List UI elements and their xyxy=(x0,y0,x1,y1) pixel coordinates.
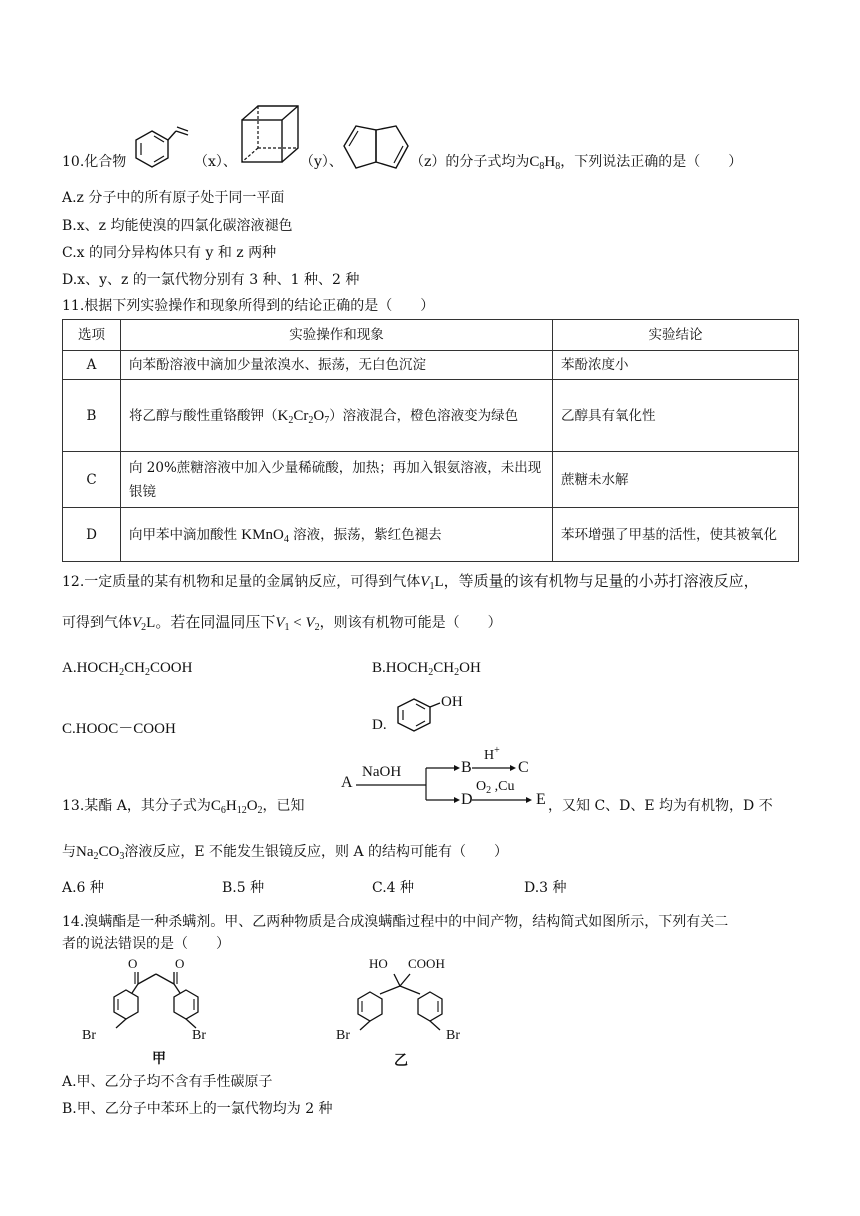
q12-line2: 可得到气体$V_2L$。若在同温同压下$V_1 < V_2$，则该有机物可能是（ ） xyxy=(62,615,502,633)
yi-cooh-label: COOH xyxy=(408,956,445,971)
q13-stem-a: 13.某酯 A，其分子式为$C_6H_{12}O_2$，已知 xyxy=(62,798,305,816)
row-operation: 将乙醇与酸性重铬酸钾$(K_2Cr_2O_7)$溶液混合，橙色溶液变为绿色 xyxy=(121,380,553,452)
pentalene-structure xyxy=(340,124,412,170)
formula-kmno4: KMnO$_4$ xyxy=(241,526,289,545)
yi-br1-label: Br xyxy=(336,1028,350,1043)
q12-inequality: $V_1 < V_2$ xyxy=(275,615,320,633)
q12-option-b: $B.HOCH_2CH_2OH$ xyxy=(372,660,481,678)
table-row xyxy=(63,380,799,452)
header-operation: 实验操作和现象 xyxy=(121,320,553,351)
yi-br2-label: Br xyxy=(446,1028,460,1043)
q12-option-c: C.HOOC－COOH xyxy=(62,721,176,737)
row-operation: 向甲苯中滴加酸性 KMnO$_4$ 溶液，振荡，紫红色褪去 xyxy=(121,508,553,562)
q12-line1: 12.一定质量的某有机物和足量的金属钠反应，可得到气体$V_1L$，等质量的该有机物与足量的小苏打溶液反应， xyxy=(62,574,759,592)
scheme-naoh: NaOH xyxy=(362,764,402,780)
formula-k2cr2o7: $K_2Cr_2O_7$ xyxy=(277,407,330,426)
table-row xyxy=(63,508,799,562)
row-operation: 向苯酚溶液中滴加少量浓溴水、振荡，无白色沉淀 xyxy=(121,351,553,380)
q10-formula-line: （z）的分子式均为$C_8H_8$，下列说法正确的是（ ） xyxy=(410,154,743,172)
row-conclusion: 苯环增强了甲基的活性，使其被氧化 xyxy=(553,508,799,562)
header-conclusion: 实验结论 xyxy=(553,320,799,351)
scheme-c: C xyxy=(518,759,529,776)
row-conclusion: 苯酚浓度小 xyxy=(553,351,799,380)
q10-option-b: B.x、z 均能使溴的四氯化碳溶液褪色 xyxy=(62,218,293,234)
jia-br1-label: Br xyxy=(82,1028,96,1043)
q12-option-a: $A.HOCH_2CH_2COOH$ xyxy=(62,660,193,678)
yi-name: 乙 xyxy=(394,1053,408,1069)
q13-option-c: C.4 种 xyxy=(372,880,415,896)
q10-x-label: （x）、 xyxy=(194,154,237,170)
jia-o1-label: O xyxy=(128,956,138,971)
q11-table xyxy=(62,319,799,562)
row-option: D xyxy=(63,508,121,562)
header-option: 选项 xyxy=(63,320,121,351)
table-row xyxy=(63,452,799,508)
q13-option-d: D.3 种 xyxy=(524,880,567,896)
scheme-e: E xyxy=(536,791,546,808)
q14-line2: 者的说法错误的是（ ） xyxy=(62,936,230,952)
q10-option-a: A.z 分子中的所有原子处于同一平面 xyxy=(62,190,285,206)
q14-line1: 14.溴螨酯是一种杀螨剂。甲、乙两种物质是合成溴螨酯过程中的中间产物，结构简式如图所示，下列有关二 xyxy=(62,914,729,930)
q10-stem: 10.化合物 xyxy=(62,154,127,170)
scheme-b: B xyxy=(461,759,472,776)
row-conclusion: 蔗糖未水解 xyxy=(553,452,799,508)
jia-structure xyxy=(96,964,246,1044)
row-option: C xyxy=(63,452,121,508)
scheme-a: A xyxy=(341,774,353,791)
cubane-structure xyxy=(240,104,302,166)
scheme-o2-cu: $O_2$ ,Cu xyxy=(476,779,515,796)
q10-option-d: D.x、y、z 的一氯代物分别有 3 种、1 种、2 种 xyxy=(62,272,360,288)
q12-option-d: D. xyxy=(372,717,387,733)
jia-name: 甲 xyxy=(152,1051,166,1067)
scheme-arrows xyxy=(354,760,544,810)
phenol-oh-label: OH xyxy=(441,694,463,710)
yi-ho-label: HO xyxy=(369,956,388,971)
row-option: B xyxy=(63,380,121,452)
row-operation: 向 20%蔗糖溶液中加入少量稀硫酸，加热；再加入银氨溶液，未出现银镜 xyxy=(121,452,553,508)
jia-o2-label: O xyxy=(175,956,185,971)
q10-y-label: （y）、 xyxy=(300,154,343,170)
q14-option-a: A.甲、乙分子均不含有手性碳原子 xyxy=(62,1074,273,1090)
table-header-row xyxy=(63,320,799,351)
q13-option-b: B.5 种 xyxy=(222,880,265,896)
formula-c8h8: $C_8H_8$ xyxy=(529,154,561,172)
q10-option-c: C.x 的同分异构体只有 y 和 z 两种 xyxy=(62,245,277,261)
row-conclusion: 乙醇具有氧化性 xyxy=(553,380,799,452)
q11-stem: 11.根据下列实验操作和现象所得到的结论正确的是（ ） xyxy=(62,298,435,314)
q13-stem-c: ，又知 C、D、E 均为有机物，D 不 xyxy=(548,798,773,814)
scheme-h-plus: H+ xyxy=(484,745,500,763)
q13-line2: 与$Na_2CO_3$溶液反应，E 不能发生银镜反应，则 A 的结构可能有（ ） xyxy=(62,844,509,862)
q13-option-a: A.6 种 xyxy=(62,880,104,896)
scheme-d: D xyxy=(461,791,473,808)
row-option: A xyxy=(63,351,121,380)
styrene-structure xyxy=(134,123,194,169)
table-row xyxy=(63,351,799,380)
jia-br2-label: Br xyxy=(192,1028,206,1043)
q14-option-b: B.甲、乙分子中苯环上的一氯代物均为 2 种 xyxy=(62,1101,333,1117)
